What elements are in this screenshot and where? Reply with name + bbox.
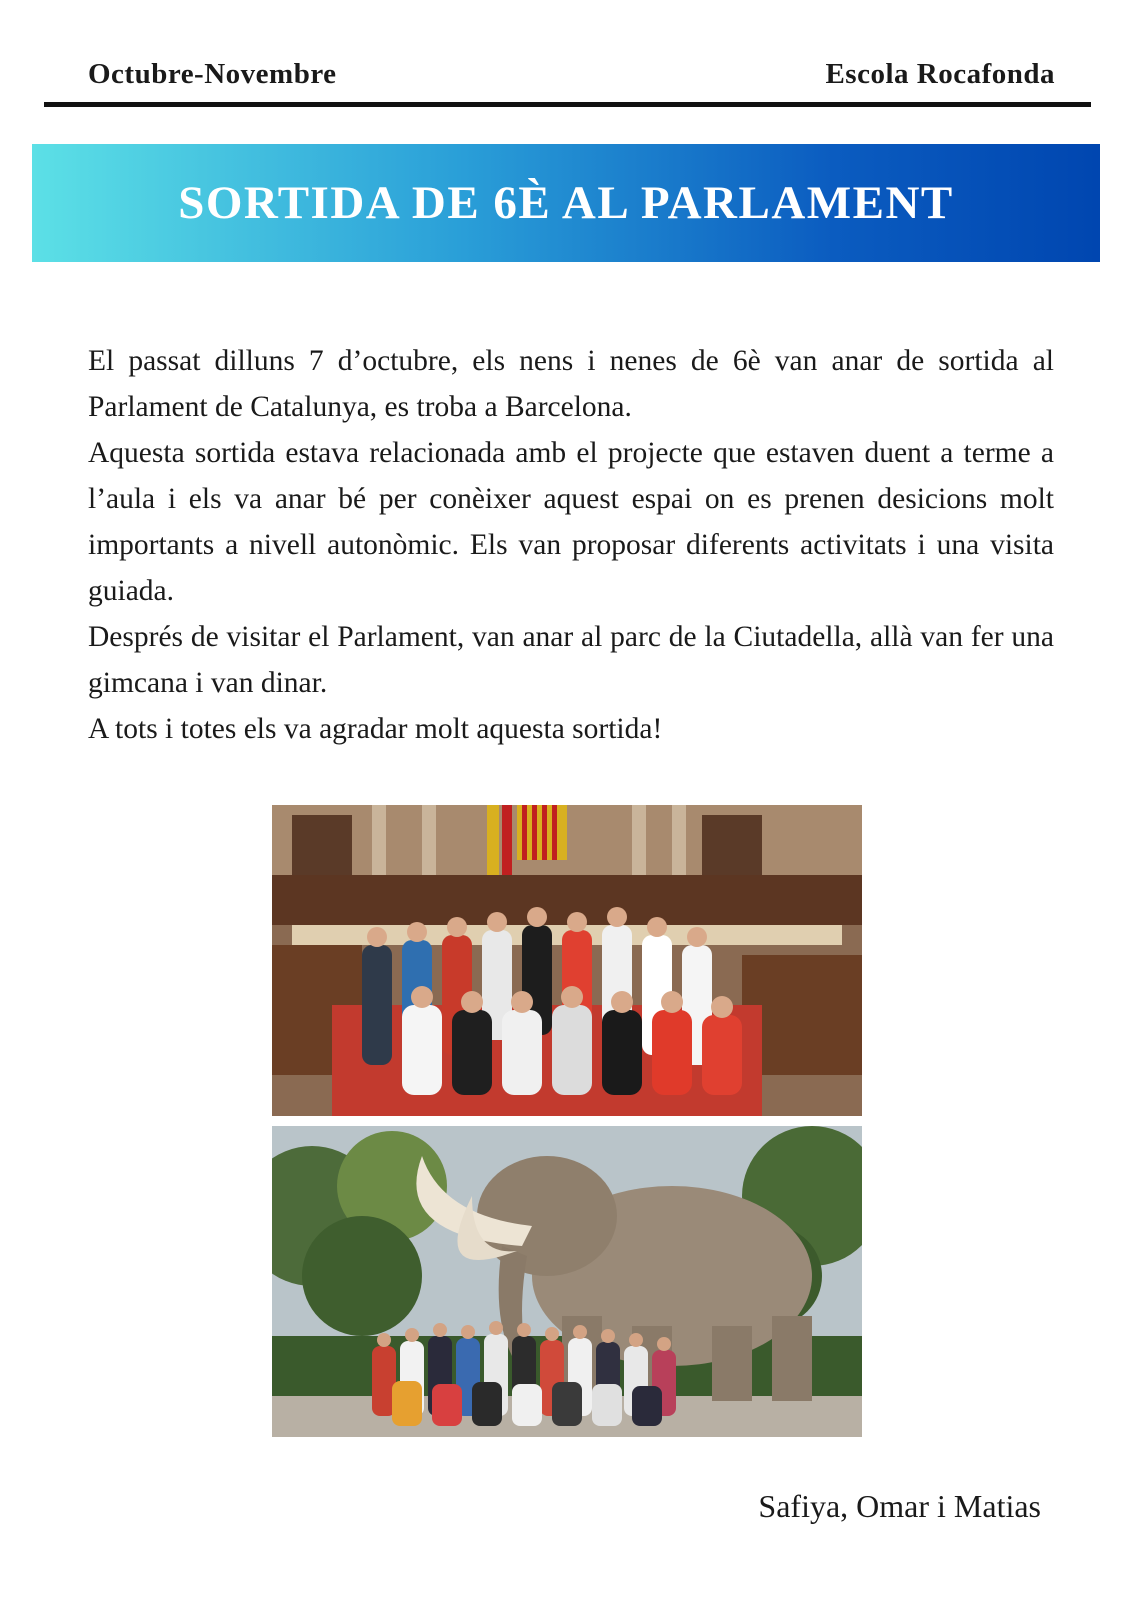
article-title: SORTIDA DE 6È AL PARLAMENT [178,177,954,229]
article-body [88,338,1054,752]
title-banner [32,144,1100,262]
article-authors: Safiya, Omar i Matias [758,1488,1041,1524]
article-paragraph: El passat dilluns 7 d’octubre, els nens i nenes de 6è van anar de sortida al Parlament de Catalunya, es troba a Barcelona. [88,345,1054,423]
article-paragraph: A tots i totes els va agradar molt aquesta sortida! [88,713,663,745]
parliament-group-photo [272,805,862,1116]
article-paragraph: Després de visitar el Parlament, van anar al parc de la Ciutadella, allà van fer una gimcana i van dinar. [88,621,1054,699]
newsletter-period: Octubre-Novembre [88,58,337,90]
header-divider [44,102,1091,107]
ciutadella-mammoth-photo [272,1126,862,1437]
school-name: Escola Rocafonda [825,58,1055,90]
article-paragraph: Aquesta sortida estava relacionada amb el projecte que estaven duent a terme a l’aula i els va anar bé per conèixer aquest espai on es prenen desicions molt importants a nivell autonòmic. Els van proposar diferents activitats i una visita guiada. [88,437,1054,607]
